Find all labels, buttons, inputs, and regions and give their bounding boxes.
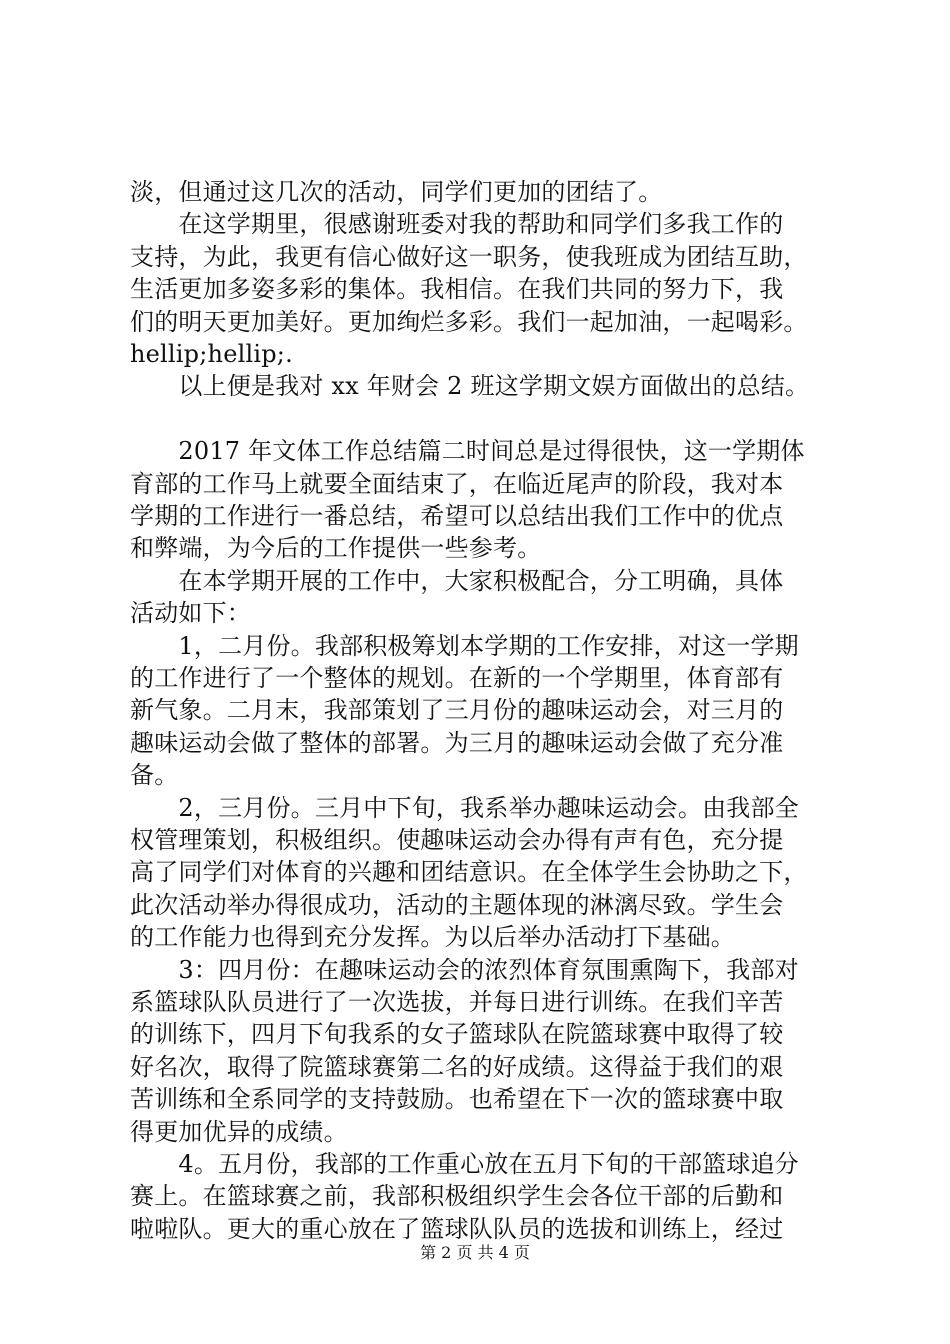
text-line: 4。五月份，我部的工作重心放在五月下旬的干部篮球追分 [130,1150,799,1178]
blank-line [130,403,830,435]
text-line: 在这学期里，很感谢班委对我的帮助和同学们多我工作的 [130,210,784,238]
text-line: 的训练下，四月下旬我系的女子篮球队在院篮球赛中取得了较 [130,1020,784,1048]
text-line: hellip;hellip;. [130,340,293,368]
text-line: 和弊端，为今后的工作提供一些参考。 [130,534,542,562]
text-line: 的工作能力也得到充分发挥。为以后举办活动打下基础。 [130,923,735,951]
text-line: 3：四月份：在趣味运动会的浓烈体育氛围熏陶下，我部对 [130,956,799,984]
text-line: 育部的工作马上就要全面结束了，在临近尾声的阶段，我对本 [130,470,784,498]
text-line: 学期的工作进行一番总结，希望可以总结出我们工作中的优点 [130,502,784,530]
text-line: 备。 [130,761,179,789]
text-line: 新气象。二月末，我部策划了三月份的趣味运动会，对三月的 [130,696,784,724]
text-line: 赛上。在篮球赛之前，我部积极组织学生会各位干部的后勤和 [130,1182,784,1210]
text-line: 好名次，取得了院篮球赛第二名的好成绩。这得益于我们的艰 [130,1053,784,1081]
text-line: 们的明天更加美好。更加绚烂多彩。我们一起加油，一起喝彩。 [130,308,808,336]
text-line: 此次活动举办得很成功，活动的主题体现的淋漓尽致。学生会 [130,891,784,919]
text-line: 2，三月份。三月中下旬，我系举办趣味运动会。由我部全 [130,794,799,822]
text-line: 1，二月份。我部积极筹划本学期的工作安排，对这一学期 [130,632,799,660]
text-line: 在本学期开展的工作中，大家积极配合，分工明确，具体 [130,567,784,595]
text-line: 2017 年文体工作总结篇二时间总是过得很快，这一学期体 [130,437,805,465]
text-line: 趣味运动会做了整体的部署。为三月的趣味运动会做了充分准 [130,729,784,757]
text-line: 淡，但通过这几次的活动，同学们更加的团结了。 [130,178,663,206]
text-line: 的工作进行了一个整体的规划。在新的一个学期里，体育部有 [130,664,784,692]
text-line: 支持，为此，我更有信心做好这一职务，使我班成为团结互助， [130,243,808,271]
page-footer: 第 2 页 共 4 页 [420,1243,530,1262]
text-line: 苦训练和全系同学的支持鼓励。也希望在下一次的篮球赛中取 [130,1085,784,1113]
text-line: 系篮球队队员进行了一次选拔，并每日进行训练。在我们辛苦 [130,988,784,1016]
text-line: 以上便是我对 xx 年财会 2 班这学期文娱方面做出的总结。 [130,372,810,400]
text-line: 活动如下： [130,599,251,627]
text-line: 啦啦队。更大的重心放在了篮球队队员的选拔和训练上，经过 [130,1215,784,1243]
text-line: 权管理策划，积极组织。使趣味运动会办得有声有色，充分提 [130,826,784,854]
text-line: 生活更加多姿多彩的集体。我相信。在我们共同的努力下，我 [130,275,784,303]
text-line: 得更加优异的成绩。 [130,1118,348,1146]
text-line: 高了同学们对体育的兴趣和团结意识。在全体学生会协助之下， [130,858,808,886]
